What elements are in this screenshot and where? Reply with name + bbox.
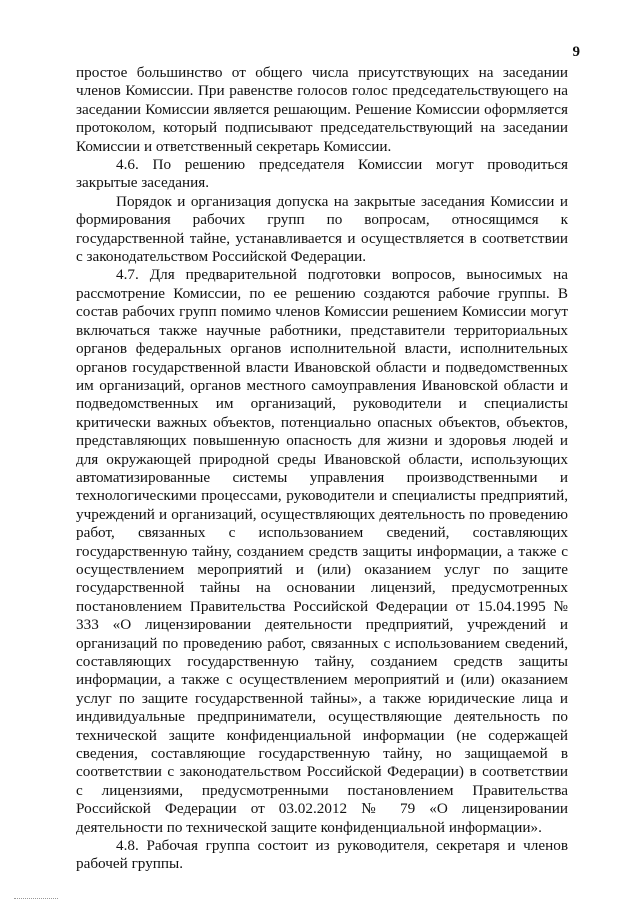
paragraph-4-6-closed-sessions: 4.6. По решению председателя Комиссии могут проводиться закрытые заседания.: [76, 156, 568, 192]
paragraph-4-7-working-groups: 4.7. Для предварительной подготовки вопросов, выносимых на рассмотрение Комиссии, по ее решению создаются рабочие группы. В состав рабочих групп помимо членов Комиссии решением Комиссии могут включаться также научные работники, представители территориальных органов федеральных органов исполнительной власти, исполнительных органов государственной власти Ивановской области и подведомственных им организаций, органов местного самоуправления Ивановской области и подведомственных им организаций, руководители и специалисты критически важных объектов, потенциально опасных объектов, объектов, представляющих повышенную опасность для жизни и здоровья людей и для окружающей природной среды Ивановской области, использующих автоматизированные системы управления производственными и технологическими процессами, руководители и специалисты предприятий, учреждений и организаций, осуществляющих деятельность по проведению работ, связанных с использованием сведений, составляющих государственную тайну, созданием средств защиты информации, а также с осуществлением мероприятий и (или) оказанием услуг по защите государственной тайны на основании лицензий, предусмотренных постановлением Правительства Российской Федерации от 15.04.1995 № 333 «О лицензировании деятельности предприятий, учреждений и организаций по проведению работ, связанных с использованием сведений, составляющих государственную тайну, созданием средств защиты информации, а также с осуществлением мероприятий и (или) оказанием услуг по защите государственной тайны», а также юридические лица и индивидуальные предприниматели, осуществляющие деятельность по технической защите конфиденциальной информации (не содержащей сведения, составляющие государственную тайну, но защищаемой в соответствии с законодательством Российской Федерации) в соответствии с лицензиями, предусмотренными постановлением Правительства Российской Федерации от 03.02.2012 № 79 «О лицензировании деятельности по технической защите конфиденциальной информации».: [76, 266, 568, 836]
footer-scan-mark: [14, 898, 58, 899]
page-number: 9: [572, 44, 580, 60]
paragraph-voting-rules: простое большинство от общего числа присутствующих на заседании членов Комиссии. При равенстве голосов голос председательствующего на заседании Комиссии является решающим. Решение Комиссии оформляется протоколом, который подписывают председательствующий на заседании Комиссии и ответственный секретарь Комиссии.: [76, 64, 568, 155]
paragraph-state-secret-access: Порядок и организация допуска на закрытые заседания Комиссии и формирования рабочих групп по вопросам, относящимся к государственной тайне, устанавливается и осуществляется в соответствии с законодательством Российской Федерации.: [76, 192, 568, 266]
paragraph-4-8-group-composition: 4.8. Рабочая группа состоит из руководителя, секретаря и членов рабочей группы.: [76, 837, 568, 873]
document-body: [76, 64, 568, 874]
